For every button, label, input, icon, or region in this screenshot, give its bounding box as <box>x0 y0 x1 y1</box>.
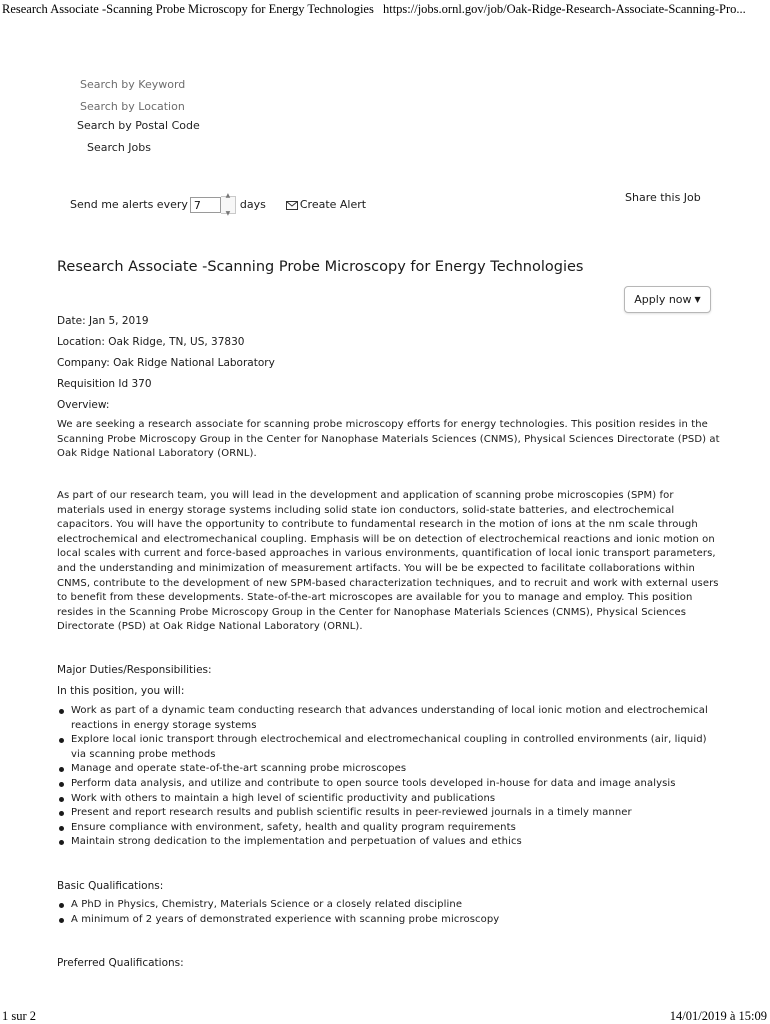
job-alert-form <box>70 192 367 217</box>
list-item: Present and report research results and publish scientific results in peer-reviewed journals in a timely manner <box>57 806 722 821</box>
duties-list <box>57 704 722 850</box>
share-job-link[interactable]: Share this Job <box>625 191 701 204</box>
print-header-title: Research Associate -Scanning Probe Microscopy for Energy Technologies <box>2 2 374 16</box>
search-by-keyword-link[interactable]: Search by Keyword <box>80 78 186 91</box>
page-number: 1 sur 2 <box>2 1009 37 1023</box>
overview-paragraph-1: We are seeking a research associate for scanning probe microscopy efforts for energy technologies. This position resides in the Scanning Probe Microscopy Group in the Center for Nanophase Materials Sciences (CNMS), Physical Sciences Directorate (PSD) at Oak Ridge National Laboratory (ORNL). <box>57 419 720 460</box>
list-item: A minimum of 2 years of demonstrated experience with scanning probe microscopy <box>57 913 722 928</box>
job-requisition-id: Requisition Id 370 <box>57 378 152 390</box>
basic-qualifications-list <box>57 898 722 927</box>
search-jobs-button[interactable]: Search Jobs <box>87 141 151 154</box>
preferred-qualifications-label: Preferred Qualifications: <box>57 957 184 969</box>
alert-frequency-input[interactable] <box>190 197 221 213</box>
list-item: Maintain strong dedication to the implementation and perpetuation of values and ethics <box>57 835 722 850</box>
apply-now-label: Apply now <box>634 293 692 306</box>
job-title: Research Associate -Scanning Probe Microscopy for Energy Technologies <box>57 259 584 275</box>
list-item: Work with others to maintain a high level of scientific productivity and publications <box>57 792 722 807</box>
list-item: Ensure compliance with environment, safety, health and quality program requirements <box>57 821 722 836</box>
list-item: Perform data analysis, and utilize and contribute to open source tools developed in-house for data and image analysis <box>57 777 722 792</box>
caret-down-icon: ▼ <box>694 295 701 304</box>
list-item: A PhD in Physics, Chemistry, Materials Science or a closely related discipline <box>57 898 722 913</box>
print-header <box>2 0 770 18</box>
alerts-days-label: days <box>239 198 266 211</box>
create-alert-label: Create Alert <box>299 198 367 211</box>
search-by-location-link[interactable]: Search by Location <box>80 100 185 113</box>
print-header-url: https://jobs.ornl.gov/job/Oak-Ridge-Research-Associate-Scanning-Pro... <box>382 2 746 16</box>
create-alert-button[interactable] <box>286 196 366 214</box>
list-item: Manage and operate state-of-the-art scanning probe microscopes <box>57 762 722 777</box>
apply-now-button[interactable] <box>624 286 711 313</box>
job-company: Company: Oak Ridge National Laboratory <box>57 357 275 369</box>
alerts-prefix-label: Send me alerts every <box>70 198 188 211</box>
print-footer <box>2 1008 767 1024</box>
list-item: Work as part of a dynamic team conducting research that advances understanding of local ionic motion and electrochemical reactions in energy storage systems <box>57 704 722 733</box>
print-datetime: 14/01/2019 à 15:09 <box>669 1009 767 1023</box>
envelope-icon <box>286 201 298 210</box>
job-location: Location: Oak Ridge, TN, US, 37830 <box>57 336 245 348</box>
overview-paragraph-2: As part of our research team, you will lead in the development and application of scanning probe microscopies (SPM) for materials used in energy storage systems including solid state ion conductors, solid-state batteries, and electrochemical capacitors. You will have the opportunity to contribute to fundamental research in the motion of ions at the nm scale through electrochemical and electromechanical coupling. Emphasis will be on detection of electrochemical reactions and ionic motion on local scales with current and force-based approaches in various environments, quantification of local ionic transport parameters, and the understanding and minimization of measurement artifacts. You will be be expected to facilitate collaborations within CNMS, contribute to the development of new SPM-based characterization techniques, and to recruit and work with external users to benefit from these developments. State-of-the-art microscopes are available for you to manage and employ. This position resides in the Scanning Probe Microscopy Group in the Center for Nanophase Materials Sciences (CNMS), Physical Sciences Directorate (PSD) at Oak Ridge National Laboratory (ORNL). <box>57 490 719 633</box>
frequency-spinner[interactable]: ▲ ▼ <box>221 196 236 214</box>
job-date: Date: Jan 5, 2019 <box>57 315 149 327</box>
overview-label: Overview: <box>57 399 110 411</box>
duties-intro: In this position, you will: <box>57 685 185 697</box>
list-item: Explore local ionic transport through electrochemical and electromechanical coupling in controlled environments (air, liquid) via scanning probe methods <box>57 733 722 762</box>
search-by-postal-code-link[interactable]: Search by Postal Code <box>77 119 200 132</box>
basic-qualifications-label: Basic Qualifications: <box>57 880 164 892</box>
duties-label: Major Duties/Responsibilities: <box>57 664 212 676</box>
